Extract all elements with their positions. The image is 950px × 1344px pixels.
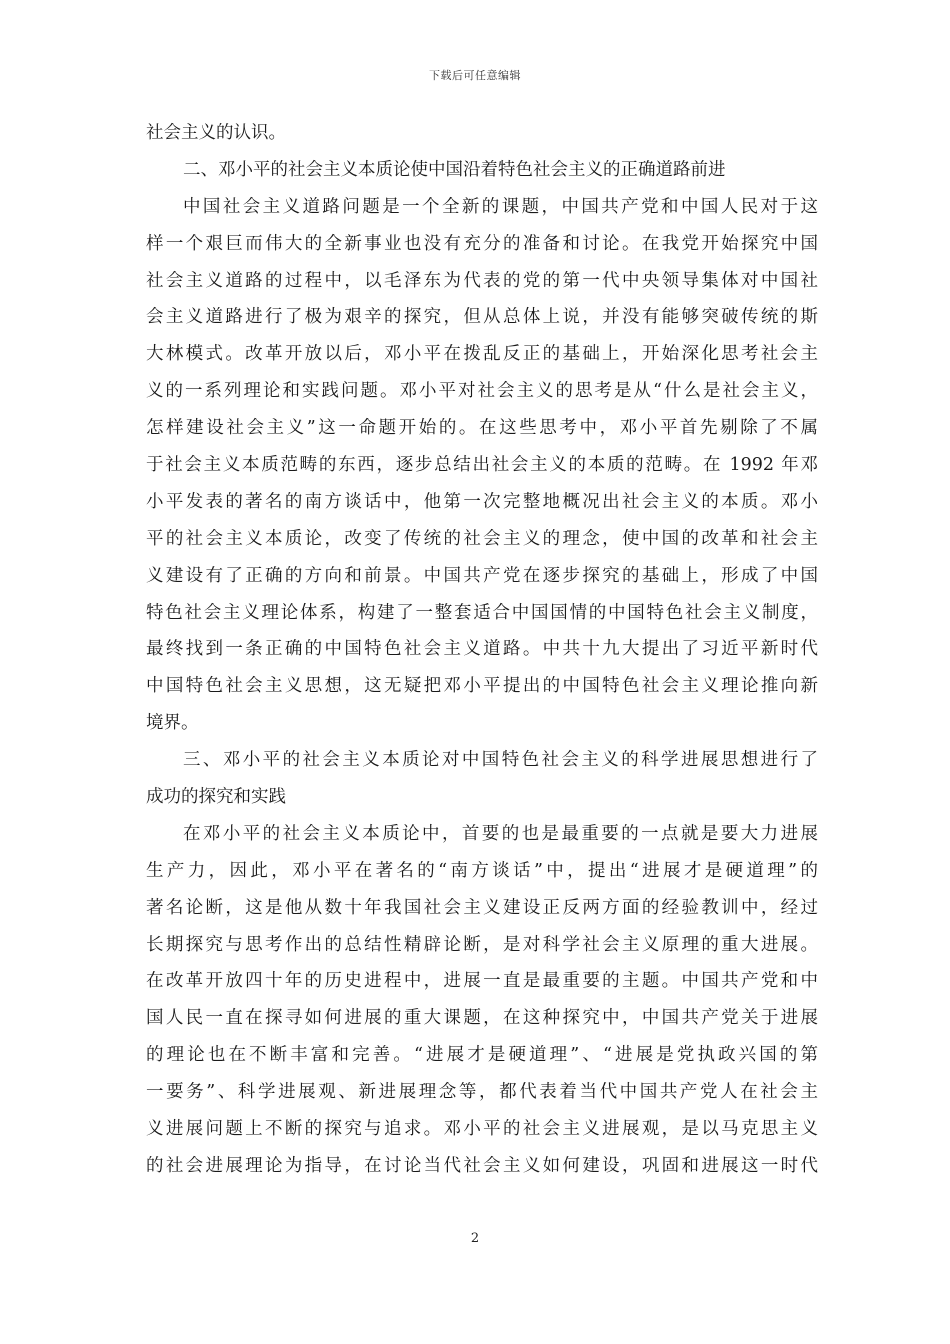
text-line: 长期探究与思考作出的总结性精辟论断，是对科学社会主义原理的重大进展。 [146,934,818,955]
text-line: 样一个艰巨而伟大的全新事业也没有充分的准备和讨论。在我党开始探究中国 [146,233,818,254]
text-line: 一要务”、科学进展观、新进展理念等，都代表着当代中国共产党人在社会主 [146,1082,818,1103]
section-heading-3: 三、邓小平的社会主义本质论对中国特色社会主义的科学进展思想进行了 [183,750,818,771]
text-line: 于社会主义本质范畴的东西，逐步总结出社会主义的本质的范畴。在 1992 年邓 [146,455,818,476]
text-line: 义的一系列理论和实践问题。邓小平对社会主义的思考是从“什么是社会主义， [146,381,818,402]
section-heading-3-cont: 成功的探究和实践 [146,787,286,808]
text-line: 的社会进展理论为指导，在讨论当代社会主义如何建设，巩固和进展这一时代 [146,1155,818,1176]
page-header: 下载后可任意编辑 [429,69,521,82]
text-line: 特色社会主义理论体系，构建了一整套适合中国国情的中国特色社会主义制度， [146,602,818,623]
text-line: 在邓小平的社会主义本质论中，首要的也是最重要的一点就是要大力进展 [183,823,818,844]
text-line: 会主义道路进行了极为艰辛的探究，但从总体上说，并没有能够突破传统的斯 [146,307,818,328]
text-line: 生产力，因此，邓小平在著名的“南方谈话”中，提出“进展才是硬道理”的 [146,860,818,881]
document-body [146,115,818,1185]
section-heading-2: 二、邓小平的社会主义本质论使中国沿着特色社会主义的正确道路前进 [183,159,726,180]
text-line: 社会主义的认识。 [146,123,286,143]
text-line: 义建设有了正确的方向和前景。中国共产党在逐步探究的基础上，形成了中国 [146,565,818,586]
text-line: 义进展问题上不断的探究与追求。邓小平的社会主义进展观，是以马克思主义 [146,1119,818,1140]
text-line: 最终找到一条正确的中国特色社会主义道路。中共十九大提出了习近平新时代 [146,639,818,660]
text-line: 中国特色社会主义思想，这无疑把邓小平提出的中国特色社会主义理论推向新 [146,676,818,697]
text-line: 境界。 [146,713,199,734]
text-line: 国人民一直在探寻如何进展的重大课题，在这种探究中，中国共产党关于进展 [146,1008,818,1029]
page-number: 2 [470,1231,480,1246]
text-line: 怎样建设社会主义”这一命题开始的。在这些思考中，邓小平首先剔除了不属 [146,418,818,439]
text-line: 大林模式。改革开放以后，邓小平在拨乱反正的基础上，开始深化思考社会主 [146,344,818,365]
text-line: 小平发表的著名的南方谈话中，他第一次完整地概况出社会主义的本质。邓小 [146,491,818,512]
text-line: 平的社会主义本质论，改变了传统的社会主义的理念，使中国的改革和社会主 [146,528,818,549]
text-line: 在改革开放四十年的历史进程中，进展一直是最重要的主题。中国共产党和中 [146,971,818,992]
text-line: 社会主义道路的过程中，以毛泽东为代表的党的第一代中央领导集体对中国社 [146,270,818,291]
text-line: 中国社会主义道路问题是一个全新的课题，中国共产党和中国人民对于这 [183,196,818,217]
text-line: 著名论断，这是他从数十年我国社会主义建设正反两方面的经验教训中，经过 [146,897,818,918]
text-line: 的理论也在不断丰富和完善。“进展才是硬道理”、“进展是党执政兴国的第 [146,1045,818,1066]
